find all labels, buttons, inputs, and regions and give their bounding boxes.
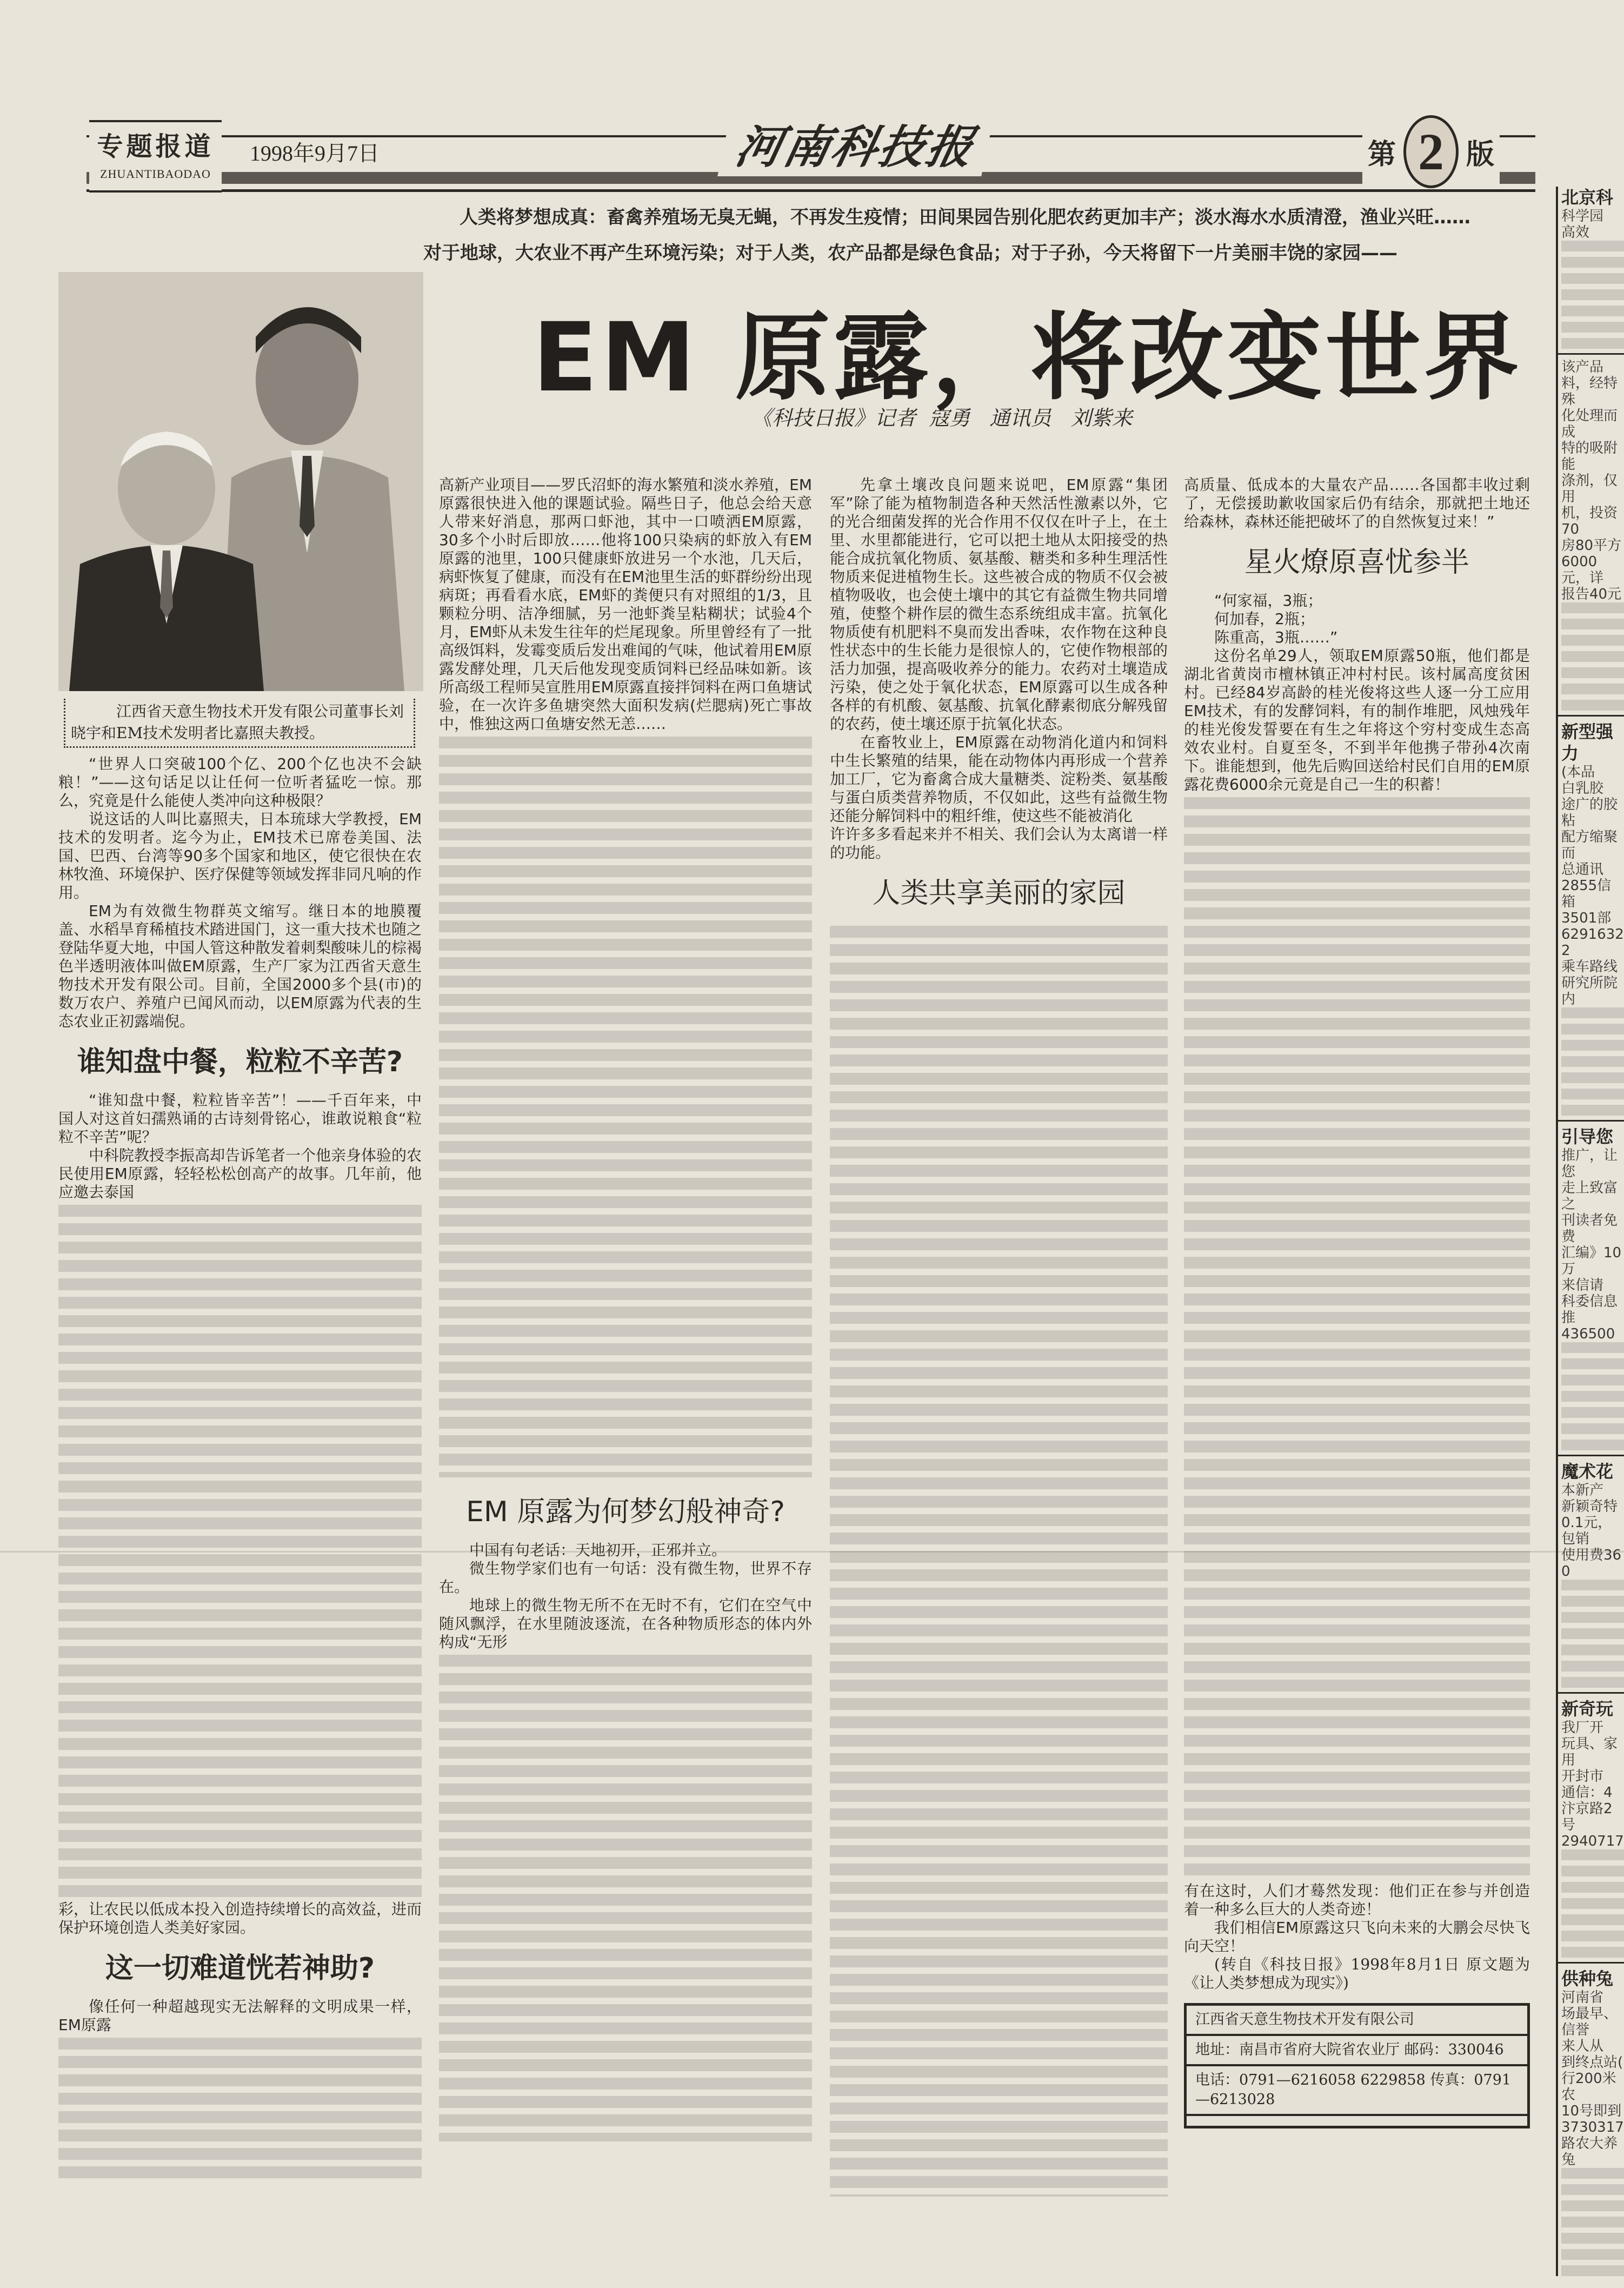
text-texture: [58, 2038, 422, 2178]
ad-text-line: 本新产: [1561, 1482, 1604, 1498]
ad-divider: [1558, 1962, 1624, 1964]
section-banner: [89, 120, 222, 193]
column-2: [439, 476, 812, 2145]
ad-text-line: 新颖奇特: [1561, 1498, 1618, 1515]
edition-prefix: 第: [1368, 138, 1396, 171]
ad-text-line: 走上致富之: [1561, 1180, 1618, 1212]
paragraph: 先拿土壤改良问题来说吧，EM原露“集团军”除了能为植物制造各种天然活性激素以外，它的光合细菌发挥的光合作用不仅仅在叶子上，在土里、水里都能进行，它可以把土地从太阳接受的热能合成抗氧化物质、氨基酸、糖类和多种生理活性物质来促进植物生长。这些被合成的物质不仅会被植物吸收，也会使土壤中的其它有益微生物共同增殖，使整个耕作层的微生态系统组成丰富。抗氧化物质使有机肥料不臭而发出香味，农作物在这种良性状态中的生长能力是很惊人的，它使作物根部的活力加强，提高吸收养分的能力。农药对土壤造成污染，使之处于氧化状态，EM原露可以生成各种各样的有机酸、氨基酸、抗氧化酵素彻底分解残留的农药，使土壤还原于抗氧化状态。: [830, 476, 1168, 733]
ad-text-line: 该产品: [1561, 359, 1604, 375]
adjacent-ads-strip: [1556, 187, 1624, 2276]
ad-text-line: 刊读者免费: [1561, 1212, 1618, 1245]
paragraph: 高新产业项目——罗氏沼虾的海水繁殖和淡水养殖，EM原露很快进入他的课题试验。隔些日子，他总会给天意人带来好消息，那两口虾池，其中一口喷洒EM原露，30多个小时后即放……他将100只染病的虾放入有EM原露的池里，100只健康虾放进另一个水池，几天后，病虾恢复了健康，而没有在EM池里生活的虾群纷纷出现病斑；再看看水底，EM虾的粪便只有对照组的1/3，且颗粒分明、洁净细腻，另一池虾粪呈粘糊状；试验4个月，EM虾从未发生往年的烂尾现象。所里曾经有了一批高级饵料，发霉变质后发出难闻的气味，他试着用EM原露发酵处理，几天后他发现变质饲料已经品味如新。该所高级工程师吴宣胜用EM原露直接拌饲料在两口鱼塘试验，在一次许多鱼塘突然大面积发病(烂腮病)死亡事故中，惟独这两口鱼塘安然无恙……: [439, 476, 812, 733]
ad-heading: 供种兔: [1561, 1968, 1614, 1989]
quote-line: 何加春，2瓶；: [1214, 610, 1315, 628]
ad-text-line: 436500: [1561, 1326, 1615, 1342]
ad-text-line: 路农大养兔: [1561, 2136, 1618, 2168]
headline: EM 原露，将改变世界: [533, 302, 1522, 413]
paragraph: 地球上的微生物无所不在无时不有，它们在空气中随风飘浮，在水里随波逐流，在各种物质形态的体内外构成“无形: [439, 1596, 812, 1651]
ad-text-line: 化处理而成: [1561, 408, 1618, 440]
ad-text-line: (本品: [1561, 764, 1595, 780]
ad-text-line: 科委信息推: [1561, 1294, 1618, 1326]
ad-divider: [1558, 1455, 1624, 1456]
ad-text-line: 62916322: [1561, 926, 1624, 959]
ad-heading: 新奇玩: [1561, 1699, 1614, 1719]
column-1: [58, 755, 422, 2181]
ad-text-line: 汴京路2号: [1561, 1801, 1613, 1833]
photo-two-men-image: [58, 272, 423, 691]
ad-text-line: 2855信箱: [1561, 878, 1612, 910]
ad-text-line: 高效: [1561, 224, 1590, 241]
ad-text-line: 白乳胶: [1561, 780, 1604, 797]
text-texture: [58, 1205, 422, 1897]
paragraph: 许许多多看起来并不相关、我们会认为太离谱一样的功能。: [830, 825, 1168, 861]
ad-text-line: 0.1元，包销: [1561, 1515, 1612, 1547]
deck-line-1: 人类将梦想成真：畜禽养殖场无臭无蝇，不再发生疫情；田间果园告别化肥农药更加丰产；淡水海水水质清澄，渔业兴旺……: [460, 207, 1470, 228]
ad-text-texture: [1561, 1849, 1624, 1958]
ad-text-line: 我厂开: [1561, 1720, 1604, 1736]
ad-text-texture: [1561, 2168, 1624, 2276]
column-4: [1184, 476, 1530, 2128]
ad-heading: 新型强力: [1561, 721, 1614, 764]
ad-heading: 北京科: [1561, 187, 1614, 208]
ad-text-texture: [1561, 602, 1624, 711]
subheading-why-magical: EM 原露为何梦幻般神奇?: [466, 1496, 785, 1528]
ad-text-line: 乘车路线: [1561, 959, 1618, 975]
ad-text-line: 机，投资70: [1561, 505, 1618, 538]
ad-text-line: 行200米农: [1561, 2071, 1616, 2103]
edition-number: 2: [1403, 115, 1459, 188]
byline: 《科技日报》记者 寇勇 通讯员 刘紫来: [751, 406, 1133, 430]
company-name: 江西省天意生物技术开发有限公司: [1187, 2006, 1527, 2036]
masthead: 河南科技报: [717, 111, 995, 176]
ad-text-texture: [1561, 241, 1624, 349]
ad-text-line: 研究所院内: [1561, 975, 1618, 1007]
ad-text-line: 报告40元: [1561, 586, 1622, 602]
ad-text-line: 2940717: [1561, 1833, 1624, 1849]
paragraph: EM为有效微生物群英文缩写。继日本的地膜覆盖、水稻旱育稀植技术踏进国门，这一重大技术也随之登陆华夏大地，中国人管这种散发着刺梨酸味儿的棕褐色半透明液体叫做EM原露，生产厂家为江西省天意生物技术开发有限公司。目前，全国2000多个县(市)的数万农户、养殖户已闻风而动，以EM原露为代表的生态农业正初露端倪。: [58, 902, 422, 1030]
ad-divider: [1558, 353, 1624, 355]
text-texture: [439, 737, 812, 1477]
ad-text-line: 汇编》10万: [1561, 1245, 1622, 1277]
subheading-shared-home: 人类共享美丽的家园: [872, 877, 1126, 910]
ad-text-line: 总通讯: [1561, 861, 1604, 878]
paragraph: 说这话的人叫比嘉照夫，日本琉球大学教授，EM技术的发明者。迄今为止，EM技术已席卷美国、法国、巴西、台湾等90多个国家和地区，使它很快在农林牧渔、环境保护、医疗保健等领域发挥非同凡响的作用。: [58, 810, 422, 901]
ad-heading: 引导您: [1561, 1126, 1614, 1147]
paragraph: 像任何一种超越现实无法解释的文明成果一样，EM原露: [58, 1998, 422, 2034]
header-bottom-rule: [86, 189, 1535, 192]
box-bottom-rule: [1187, 2116, 1527, 2126]
company-address: 地址：南昌市省府大院省农业厅 邮码：330046: [1187, 2036, 1527, 2066]
ad-text-line: 河南省: [1561, 1989, 1604, 2006]
ad-heading: 魔术花: [1561, 1461, 1614, 1482]
paragraph: 彩，让农民以低成本投入创造持续增长的高效益，进而保护环境创造人类美好家园。: [58, 1900, 422, 1936]
ad-text-line: 开封市: [1561, 1768, 1604, 1785]
ad-text-line: 玩具、家用: [1561, 1736, 1618, 1768]
ad-text-line: 3730317: [1561, 2119, 1624, 2136]
ad-text-line: 6000元，详: [1561, 554, 1604, 586]
subheading-who-knows: 谁知盘中餐，粒粒不辛苦?: [77, 1046, 403, 1078]
ad-text-line: 10号即到: [1561, 2103, 1622, 2119]
quote-line: 陈重高，3瓶……”: [1214, 628, 1338, 646]
text-texture: [1184, 797, 1530, 1879]
ad-text-line: 场最早、信誉: [1561, 2006, 1618, 2038]
ad-text-line: 特的吸附能: [1561, 440, 1618, 473]
company-contact-box: [1184, 2003, 1530, 2128]
ad-text-texture: [1561, 1342, 1624, 1450]
issue-date: 1998年9月7日: [250, 141, 380, 165]
paragraph: 中科院教授李振高却告诉笔者一个他亲身体验的农民使用EM原露，轻轻松松创高产的故事。几年前，他应邀去泰国: [58, 1146, 422, 1201]
ad-divider: [1558, 1692, 1624, 1694]
ad-divider: [1558, 1120, 1624, 1122]
text-texture: [830, 926, 1168, 2197]
ad-text-line: 房80平方: [1561, 538, 1622, 554]
ad-text-line: 来信请: [1561, 1277, 1604, 1294]
paragraph: 高质量、低成本的大量农产品……各国都丰收过剩了，无偿援助歉收国家后仍有结余，那就把土地还给森林，森林还能把破坏了的自然恢复过来！”: [1184, 476, 1530, 530]
paragraph: 有在这时，人们才蓦然发现：他们正在参与并创造着一种多么巨大的人类奇迹！: [1184, 1882, 1530, 1918]
source-note: (转自《科技日报》1998年8月1日 原文题为《让人类梦想成为现实》): [1184, 1955, 1530, 1992]
column-3: [830, 476, 1168, 2200]
edition-marker: [1362, 116, 1500, 187]
ad-divider: [1558, 715, 1624, 717]
paragraph: 我们相信EM原露这只飞向未来的大鹏会尽快飞向天空！: [1184, 1919, 1530, 1955]
paragraph: 中国有句老话：天地初开，正邪并立。: [469, 1541, 727, 1559]
section-title: 专题报道: [97, 131, 214, 162]
ad-text-line: 料，经特殊: [1561, 375, 1618, 408]
text-texture: [439, 1655, 812, 2141]
paragraph: “谁知盘中餐，粒粒皆辛苦”！——千百年来，中国人对这首妇孺熟诵的古诗刻骨铭心，谁敢说粮食“粒粒不辛苦”呢？: [58, 1091, 422, 1146]
subheading-divine-help: 这一切难道恍若神助?: [105, 1952, 375, 1985]
photo-caption: 江西省天意生物技术开发有限公司董事长刘晓宇和EM技术发明者比嘉照夫教授。: [64, 699, 415, 748]
ad-text-line: 使用费360: [1561, 1547, 1622, 1580]
ad-text-line: 通信：4: [1561, 1785, 1613, 1801]
ad-text-line: 推广，让您: [1561, 1148, 1618, 1180]
paragraph: “世界人口突破100个亿、200个亿也决不会缺粮！”——这句话足以让任何一位听者猛吃一惊。那么，究竟是什么能使人类冲向这种极限？: [58, 755, 422, 810]
paragraph: 这份名单29人，领取EM原露50瓶，他们都是湖北省黄岗市檀林镇正冲村村民。该村属高度贫困村。已经84岁高龄的桂光俊将这些人逐一分工应用EM技术，有的发酵饲料，有的制作堆肥，风烛残年的桂光俊发誓要在有生之年将这个穷村变成生态高效农业村。自夏至冬，不到半年他携子带孙4次南下。谁能想到，他先后购回送给村民们自用的EM原露花费6000余元竟是自己一生的积蓄！: [1184, 647, 1530, 793]
section-pinyin: ZHUANTIBAODAO: [100, 167, 211, 181]
edition-suffix: 版: [1466, 138, 1495, 171]
ad-text-texture: [1561, 1580, 1624, 1688]
subheading-spark-prairie: 星火燎原喜忧参半: [1244, 546, 1469, 579]
ad-text-line: 途广的胶粘: [1561, 797, 1618, 829]
company-phone: 电话：0791—6216058 6229858 传真：0791—6213028: [1187, 2066, 1527, 2116]
ad-text-line: 配方缩聚而: [1561, 829, 1618, 861]
ad-text-line: 到终点站(: [1561, 2054, 1623, 2071]
article-photo: [58, 272, 423, 691]
ad-text-texture: [1561, 1007, 1624, 1116]
ad-text-line: 科学园: [1561, 208, 1604, 224]
paragraph: 在畜牧业上，EM原露在动物消化道内和饲料中生长繁殖的结果，能在动物体内再形成一个营养加工厂，它为畜禽合成大量糖类、淀粉类、氨基酸与蛋白质类营养物质，不仅如此，这些有益微生物还能分解饲料中的粗纤维，使这些不能被消化: [830, 733, 1168, 825]
ad-text-line: 涤剂，仅用: [1561, 473, 1618, 505]
ad-text-line: 3501部: [1561, 910, 1612, 926]
ad-text-line: 来人从: [1561, 2038, 1604, 2054]
quote-line: “何家福，3瓶；: [1214, 592, 1323, 609]
deck-line-2: 对于地球，大农业不再产生环境污染；对于人类，农产品都是绿色食品；对于子孙，今天将留下一片美丽丰饶的家园——: [423, 242, 1397, 264]
paragraph: 微生物学家们也有一句话：没有微生物，世界不存在。: [439, 1560, 812, 1596]
